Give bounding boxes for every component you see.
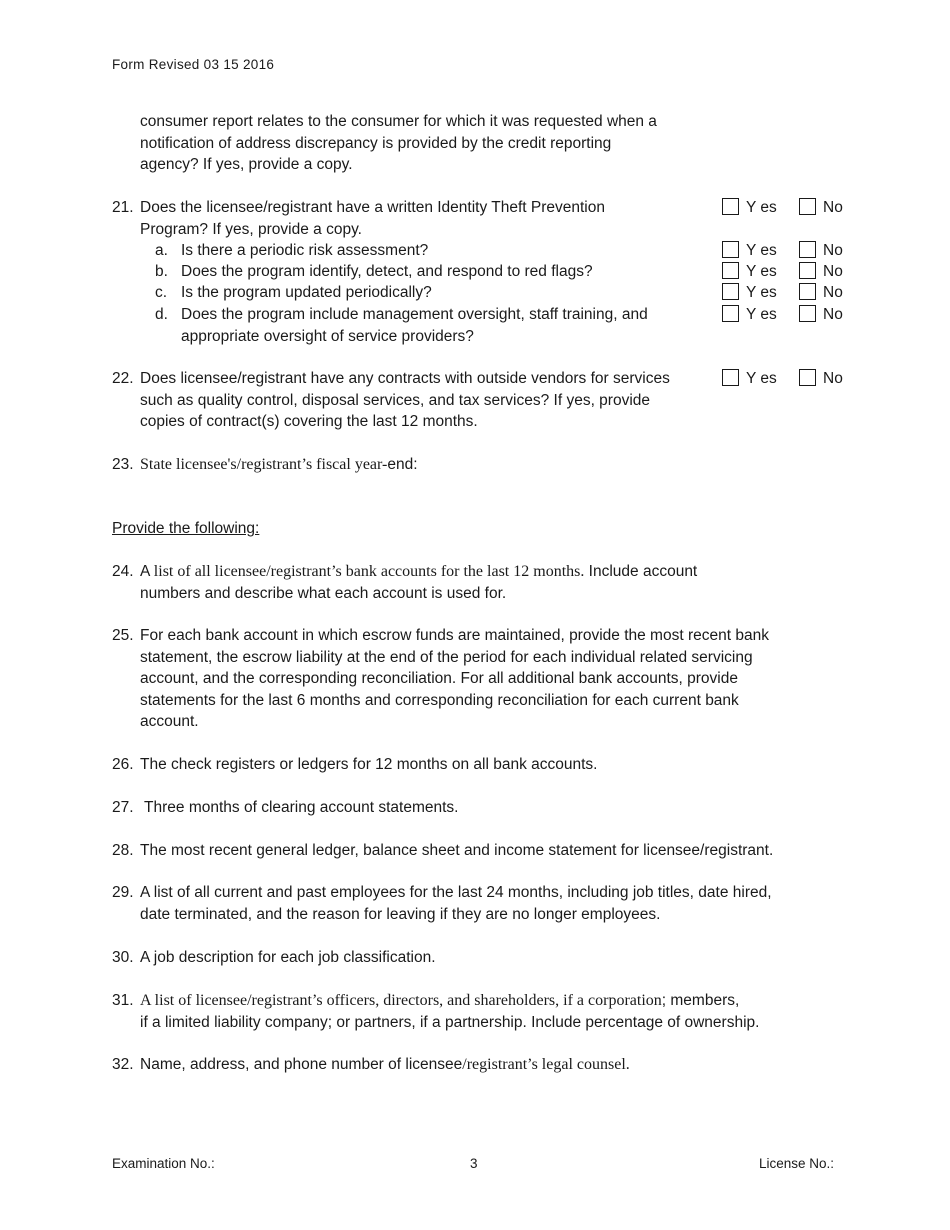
question-23-text: State licensee's/registrant’s fiscal year-end:	[140, 456, 418, 473]
form-revised-label: Form Revised 03 15 2016	[112, 57, 275, 72]
question-number: 21.	[112, 199, 134, 216]
question-21-text: Does the licensee/registrant have a written Identity Theft Prevention Program? If yes, provide a copy.	[140, 199, 605, 238]
q21-yes-no	[722, 197, 847, 217]
question-27-text: Three months of clearing account statements.	[140, 799, 459, 816]
q21a-yes-no	[722, 240, 847, 260]
no-checkbox[interactable]	[799, 369, 816, 386]
yes-label: Y es	[746, 306, 777, 323]
no-checkbox[interactable]	[799, 305, 816, 322]
question-number: 24.	[112, 563, 134, 580]
question-number: 22.	[112, 370, 134, 387]
no-label: No	[823, 370, 843, 387]
sub-letter: d.	[155, 306, 168, 323]
question-32-text: Name, address, and phone number of licensee/registrant’s legal counsel.	[140, 1056, 630, 1073]
no-label: No	[823, 263, 843, 280]
no-checkbox[interactable]	[799, 241, 816, 258]
question-30-text: A job description for each job classification.	[140, 949, 436, 966]
no-checkbox[interactable]	[799, 198, 816, 215]
question-26-text: The check registers or ledgers for 12 months on all bank accounts.	[140, 756, 598, 773]
yes-label: Y es	[746, 199, 777, 216]
question-31-text: A list of licensee/registrant’s officers, directors, and shareholders, if a corporation; members, if a limited liability company; or partners, if a partnership. Include percentage of ownership.	[140, 992, 760, 1031]
q21d-text: Does the program include management oversight, staff training, and appropriate oversight of service providers?	[181, 306, 648, 345]
question-29-text: A list of all current and past employees for the last 24 months, including job titles, date hired, date terminated, and the reason for leaving if they are no longer employees.	[140, 884, 772, 923]
no-label: No	[823, 306, 843, 323]
sub-letter: a.	[155, 242, 168, 259]
q22-yes-no	[722, 368, 847, 388]
no-label: No	[823, 242, 843, 259]
no-label: No	[823, 199, 843, 216]
q21b-yes-no	[722, 261, 847, 281]
no-checkbox[interactable]	[799, 262, 816, 279]
q21a-text: Is there a periodic risk assessment?	[181, 242, 429, 259]
question-number: 27.	[112, 799, 134, 816]
q21b-text: Does the program identify, detect, and respond to red flags?	[181, 263, 593, 280]
yes-checkbox[interactable]	[722, 198, 739, 215]
question-number: 25.	[112, 627, 134, 644]
question-22-text: Does licensee/registrant have any contracts with outside vendors for services such as quality control, disposal services, and tax services? If yes, provide copies of contract(s) covering the last 12 months.	[140, 370, 670, 430]
yes-checkbox[interactable]	[722, 262, 739, 279]
yes-label: Y es	[746, 370, 777, 387]
question-number: 23.	[112, 456, 134, 473]
license-number-label: License No.:	[759, 1156, 835, 1171]
q21c-yes-no	[722, 282, 847, 302]
yes-label: Y es	[746, 284, 777, 301]
examination-number-label: Examination No.:	[112, 1156, 215, 1171]
q21d-yes-no	[722, 304, 847, 324]
yes-label: Y es	[746, 242, 777, 259]
yes-checkbox[interactable]	[722, 305, 739, 322]
intro-line: consumer report relates to the consumer for which it was requested when a	[140, 113, 657, 130]
question-25-text: For each bank account in which escrow funds are maintained, provide the most recent bank statement, the escrow liability at the end of the period for each individual related servicing account, and the corresponding reconciliation. For all additional bank accounts, provide statements for the last 6 months and corresponding reconciliation for each current bank account.	[140, 627, 769, 730]
sub-letter: c.	[155, 284, 168, 301]
no-checkbox[interactable]	[799, 283, 816, 300]
no-label: No	[823, 284, 843, 301]
intro-continuation	[140, 111, 700, 176]
page-number: 3	[470, 1156, 478, 1171]
question-number: 26.	[112, 756, 134, 773]
intro-line: agency? If yes, provide a copy.	[140, 156, 353, 173]
section-heading: Provide the following:	[112, 520, 260, 537]
question-24-text: A list of all licensee/registrant’s bank accounts for the last 12 months. Include account numbers and describe what each account is used for.	[140, 563, 698, 602]
yes-checkbox[interactable]	[722, 283, 739, 300]
question-number: 32.	[112, 1056, 134, 1073]
question-number: 28.	[112, 842, 134, 859]
question-number: 29.	[112, 884, 134, 901]
q21c-text: Is the program updated periodically?	[181, 284, 432, 301]
yes-label: Y es	[746, 263, 777, 280]
question-28-text: The most recent general ledger, balance sheet and income statement for licensee/registrant.	[140, 842, 774, 859]
sub-letter: b.	[155, 263, 168, 280]
yes-checkbox[interactable]	[722, 369, 739, 386]
question-number: 31.	[112, 992, 134, 1009]
intro-line: notification of address discrepancy is provided by the credit reporting	[140, 134, 612, 152]
yes-checkbox[interactable]	[722, 241, 739, 258]
question-number: 30.	[112, 949, 134, 966]
